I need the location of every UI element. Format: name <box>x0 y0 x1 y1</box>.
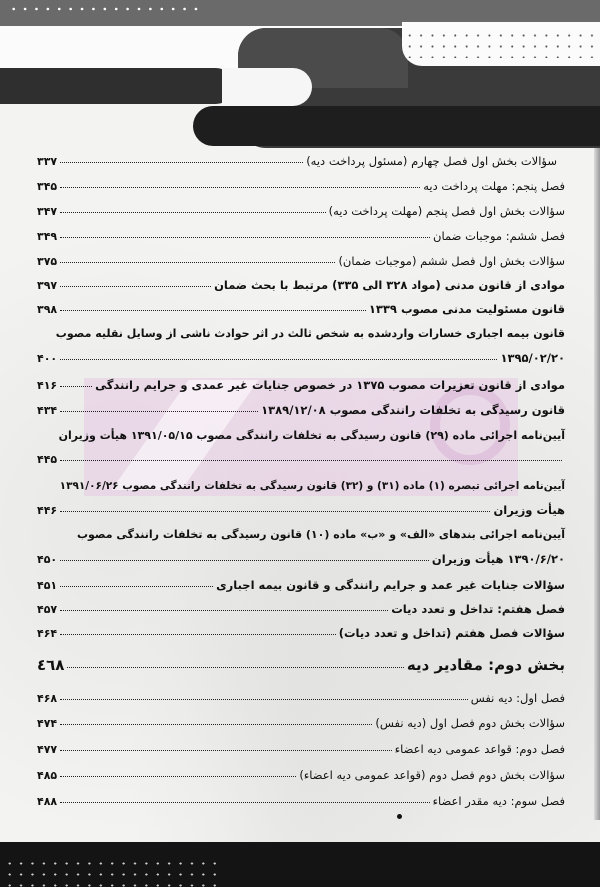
dot-leader <box>60 162 303 163</box>
toc-entry[interactable] <box>37 229 565 244</box>
toc-entry-page: ۴۵۰ <box>37 553 58 566</box>
toc-entry[interactable] <box>37 179 565 194</box>
toc-entry-page: ۴۷۴ <box>37 717 58 730</box>
toc-entry-page: ۳۴۷ <box>37 205 58 218</box>
toc-entry-page: ۴۶۴ <box>37 627 58 640</box>
toc-entry-page: ۴۶۸ <box>37 692 58 705</box>
toc-entry-title-cont: ۱۳۹۰/۶/۲۰ هیأت وزیران <box>431 552 565 566</box>
toc-entry[interactable] <box>37 278 565 293</box>
toc-entry-title: آیین‌نامه اجرائی ماده (۲۹) قانون رسیدگی به تخلفات رانندگی مصوب ۱۳۹۱/۰۵/۱۵ هیأت وزیران <box>58 429 565 442</box>
dot-leader <box>60 262 335 263</box>
banner-white-bump <box>222 68 312 106</box>
toc-entry-page: ۴۳۴ <box>37 404 58 417</box>
toc-entry-title: سؤالات بخش اول فصل پنجم (مهلت پرداخت دیه) <box>328 204 565 218</box>
dot-leader <box>60 586 213 587</box>
dot-leader <box>60 776 296 777</box>
toc-entry[interactable] <box>37 768 565 783</box>
toc-entry-page: ۴۴۶ <box>37 504 58 517</box>
toc-entry-title: موادی از قانون تعزیرات مصوب ۱۳۷۵ در خصوص جنایات غیر عمدی و جرایم رانندگی <box>95 378 565 392</box>
header-banner <box>0 0 600 150</box>
toc-entry-title: قانون بیمه اجباری خسارات واردشده به شخص ثالث در اثر حوادث ناشی از وسایل نقلیه مصوب <box>55 327 565 340</box>
dot-leader <box>60 310 366 311</box>
toc-entry[interactable] <box>37 602 565 617</box>
dot-grid-decoration <box>404 30 596 58</box>
toc-entry-page: ۴۵۱ <box>37 579 58 592</box>
toc-entry-page: ۳۴۹ <box>37 230 58 243</box>
toc-entry-title: فصل هفتم: تداخل و تعدد دیات <box>391 602 565 616</box>
toc-section-heading[interactable] <box>37 658 565 672</box>
toc-entry-title-cont: هیأت وزیران <box>493 503 565 517</box>
toc-entry-page: ۳۴۵ <box>37 180 58 193</box>
toc-entry-title: موادی از قانون مدنی (مواد ۳۲۸ الی ۳۳۵) مرتبط با بحث ضمان <box>214 278 565 292</box>
toc-entry[interactable] <box>37 327 565 366</box>
dot-leader <box>60 511 490 512</box>
toc-entry[interactable] <box>37 429 565 467</box>
dot-leader <box>60 750 392 751</box>
footer-banner <box>0 842 600 887</box>
toc-entry-title-cont: ۱۳۹۵/۰۲/۲۰ <box>500 351 565 365</box>
toc-entry[interactable] <box>37 578 565 593</box>
toc-entry-page: ۳۹۷ <box>37 279 58 292</box>
page-edge-shadow <box>594 60 600 820</box>
toc-entry-title: سؤالات بخش اول فصل ششم (موجبات ضمان) <box>338 254 565 268</box>
dot-leader <box>60 699 468 700</box>
toc-entry-title: فصل ششم: موجبات ضمان <box>433 229 565 243</box>
toc-entry[interactable] <box>37 154 565 169</box>
toc-entry[interactable] <box>37 691 565 706</box>
toc-entry-page: ۴۰۰ <box>37 352 58 365</box>
toc-entry-page: ۴۷۷ <box>37 743 58 756</box>
dot-grid-decoration <box>4 858 218 887</box>
dot-leader <box>60 560 429 561</box>
dot-leader <box>67 667 403 668</box>
toc-entry-page: ۴۱۶ <box>37 379 58 392</box>
toc-entry-title: فصل دوم: قواعد عمومی دیه اعضاء <box>394 742 565 756</box>
toc-entry-title: فصل سوم: دیه مقدر اعضاء <box>432 794 565 808</box>
section-title: بخش دوم: مقادیر دیه <box>406 656 565 674</box>
toc-entry-title: آیین‌نامه اجرائی بندهای «الف» و «ب» ماده (۱۰) قانون رسیدگی به تخلفات رانندگی مصوب <box>76 528 565 541</box>
dot-leader <box>60 460 562 461</box>
toc-entry[interactable] <box>37 528 565 567</box>
dot-leader <box>60 802 429 803</box>
toc-entry-title: فصل پنجم: مهلت پرداخت دیه <box>423 179 565 193</box>
toc-entry-page: ۳۹۸ <box>37 303 58 316</box>
toc-entry-page: ۴۸۸ <box>37 795 58 808</box>
dot-leader <box>60 359 497 360</box>
toc-entry[interactable] <box>37 204 565 219</box>
dot-leader <box>60 237 430 238</box>
toc-entry-title: سؤالات بخش دوم فصل دوم (قواعد عمومی دیه اعضاء) <box>299 768 565 782</box>
dot-leader <box>60 411 258 412</box>
toc-entry[interactable] <box>37 742 565 757</box>
dot-leader <box>60 212 325 213</box>
dot-leader <box>60 386 92 387</box>
toc-entry-title: قانون مسئولیت مدنی مصوب ۱۳۳۹ <box>368 302 565 316</box>
toc-entry-page: ۴۸۵ <box>37 769 58 782</box>
toc-entry-title: سؤالات جنایات غیر عمد و جرایم رانندگی و قانون بیمه اجباری <box>216 578 565 592</box>
toc-entry-title: سؤالات بخش دوم فصل اول (دیه نفس) <box>375 716 565 730</box>
toc-entry[interactable] <box>37 626 565 641</box>
toc-entry[interactable] <box>37 302 565 317</box>
toc-entry-title: آیین‌نامه اجرائی تبصره (۱) ماده (۳۱) و (۳۲) قانون رسیدگی به تخلفات رانندگی مصوب ۱۳۹۱/۰۶/۲۶ <box>59 480 565 492</box>
dot-leader <box>60 634 336 635</box>
toc-entry[interactable] <box>37 254 565 269</box>
toc-entry-page: ۳۳۷ <box>37 155 58 168</box>
page-marker-dot <box>397 814 402 819</box>
dot-pattern-decoration <box>8 7 198 11</box>
toc-entry-title: قانون رسیدگی به تخلفات رانندگی مصوب ۱۳۸۹/۱۲/۰۸ <box>261 403 565 417</box>
dot-leader <box>60 724 372 725</box>
toc-entry-page: ۳۷۵ <box>37 255 58 268</box>
toc-entry-page: ۴۴۵ <box>37 453 58 466</box>
toc-entry[interactable] <box>37 403 565 418</box>
toc-entry-title: فصل اول: دیه نفس <box>470 691 565 705</box>
toc-entry[interactable] <box>37 378 565 393</box>
dot-leader <box>60 610 388 611</box>
dot-leader <box>60 286 211 287</box>
section-page: ٤٦٨ <box>37 656 65 674</box>
dot-leader <box>60 187 420 188</box>
toc-entry-title: سؤالات فصل هفتم (تداخل و تعدد دیات) <box>338 626 565 640</box>
toc-entry[interactable] <box>37 716 565 731</box>
toc-entry[interactable] <box>37 794 565 809</box>
toc-entry-page: ۴۵۷ <box>37 603 58 616</box>
toc-entry-title: سؤالات بخش اول فصل چهارم (مسئول پرداخت دیه) <box>306 154 557 168</box>
banner-shape-bottom <box>193 106 600 146</box>
toc-entry[interactable] <box>37 479 565 518</box>
banner-shape-left <box>0 68 234 104</box>
